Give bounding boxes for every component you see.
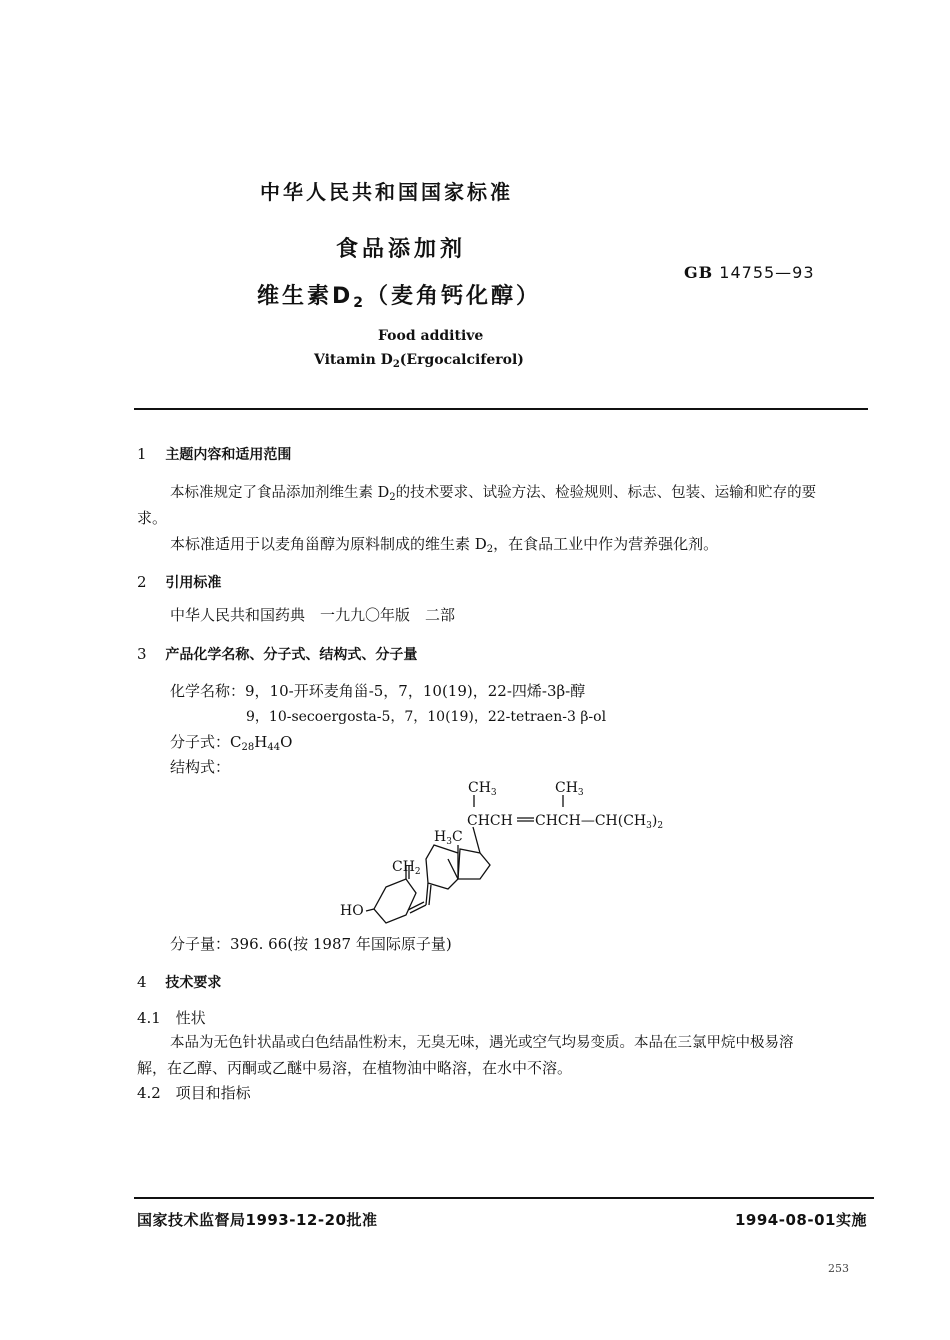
chain-label-b: $CHCH—CH(CH_3)_2$	[535, 813, 664, 831]
section-1-paragraph-2	[170, 537, 718, 555]
english-title-line-2-a: Vitamin D	[314, 352, 393, 368]
english-title-line-2-sub: 2	[392, 359, 400, 370]
section-4-2-number: 4.2	[137, 1084, 161, 1102]
c-d-junction	[448, 859, 458, 879]
ch2-label: $CH_2$	[392, 859, 421, 877]
formula-c: C	[230, 733, 242, 751]
ho-label: HO	[340, 903, 364, 919]
formula-c-count: 28	[241, 742, 255, 753]
approval-date: 国家技术监督局1993-12-20批准	[137, 1211, 378, 1229]
h3c-label: $H_3C$	[434, 829, 463, 847]
formula-h-count: 44	[267, 742, 281, 753]
standard-number-value: 14755—93	[719, 263, 815, 282]
ch3-right-label: $CH_3$	[555, 780, 584, 798]
ring-d	[458, 849, 490, 879]
title-line-1: 食品添加剂	[336, 237, 467, 262]
section-1-heading	[137, 447, 291, 462]
section-3-number: 3	[137, 645, 147, 663]
section-4-title: 技术要求	[165, 975, 222, 991]
section-4-2-title: 项目和指标	[175, 1084, 251, 1102]
chain-label-a: CHCH	[467, 813, 513, 829]
standard-number-prefix: GB	[684, 263, 714, 282]
section-4-1-number: 4.1	[137, 1009, 161, 1027]
title-line-2-b: （麦角钙化醇）	[366, 284, 542, 309]
section-2-heading	[137, 575, 221, 590]
referenced-standard: 中华人民共和国药典 一九九〇年版 二部	[170, 606, 456, 624]
molecular-formula	[170, 735, 292, 753]
chemical-name-english: 9，10-secoergosta-5，7，10(19)，22-tetraen-3 β-ol	[246, 709, 607, 725]
footer-divider	[134, 1197, 874, 1199]
section-1-number: 1	[137, 445, 147, 463]
ch3-left-label: $CH_3$	[468, 780, 497, 798]
molecular-weight: 分子量：396. 66(按 1987 年国际原子量)	[170, 935, 452, 953]
section-4-1-title: 性状	[175, 1009, 206, 1027]
triene-link-1	[410, 905, 426, 913]
section-3-title: 产品化学名称、分子式、结构式、分子量	[165, 647, 418, 663]
section-2-number: 2	[137, 573, 147, 591]
section-3-heading	[137, 647, 417, 662]
hydroxyl-bond	[366, 909, 374, 911]
structural-formula	[330, 775, 690, 930]
standard-number	[684, 263, 815, 282]
section-1-paragraph-1-cont: 求。	[137, 509, 168, 527]
section-2-title: 引用标准	[165, 575, 222, 591]
section-1-p2-a: 本标准适用于以麦角甾醇为原料制成的维生素 D	[170, 535, 487, 553]
section-1-p2-b: ，在食品工业中作为营养强化剂。	[493, 535, 719, 553]
section-4-1-heading	[137, 1011, 206, 1026]
ring-c-exo-1	[426, 883, 428, 905]
section-4-number: 4	[137, 973, 147, 991]
formula-label: 分子式：	[170, 733, 231, 751]
header-divider	[134, 408, 868, 410]
side-chain-bond	[473, 827, 480, 853]
section-4-1-paragraph-cont: 解，在乙醇、丙酮或乙醚中易溶，在植物油中略溶，在水中不溶。	[137, 1059, 573, 1077]
national-standard-heading: 中华人民共和国国家标准	[260, 180, 513, 204]
formula-h: H	[254, 733, 268, 751]
chemical-name: 化学名称：9，10-开环麦角甾-5，7，10(19)，22-四烯-3β-醇	[170, 682, 586, 700]
structural-formula-label: 结构式：	[170, 758, 231, 776]
section-1-paragraph-1	[170, 486, 816, 503]
english-title-line-1: Food additive	[378, 328, 484, 344]
english-title-line-2	[314, 352, 524, 370]
section-1-p2-sub: 2	[486, 544, 494, 555]
title-line-2-sub: 2	[353, 295, 367, 311]
section-4-1-paragraph: 本品为无色针状晶或白色结晶性粉末，无臭无味，遇光或空气均易变质。本品在三氯甲烷中极易溶	[170, 1035, 794, 1051]
title-line-2	[257, 279, 541, 311]
ring-c	[426, 845, 458, 889]
section-4-heading	[137, 975, 221, 990]
ring-a	[374, 879, 416, 923]
implementation-date: 1994-08-01实施	[735, 1211, 867, 1229]
ring-c-exo-2	[429, 885, 431, 905]
section-1-p1-sub: 2	[389, 492, 396, 503]
title-line-2-a: 维生素D	[257, 284, 354, 309]
section-1-title: 主题内容和适用范围	[165, 447, 292, 463]
section-1-p1-a: 本标准规定了食品添加剂维生素 D	[170, 485, 390, 501]
section-1-p1-b: 的技术要求、试验方法、检验规则、标志、包装、运输和贮存的要	[395, 485, 817, 501]
formula-o: O	[280, 733, 293, 751]
section-4-2-heading	[137, 1086, 251, 1101]
english-title-line-2-b: (Ergocalciferol)	[399, 352, 524, 368]
page-number: 253	[828, 1262, 849, 1275]
